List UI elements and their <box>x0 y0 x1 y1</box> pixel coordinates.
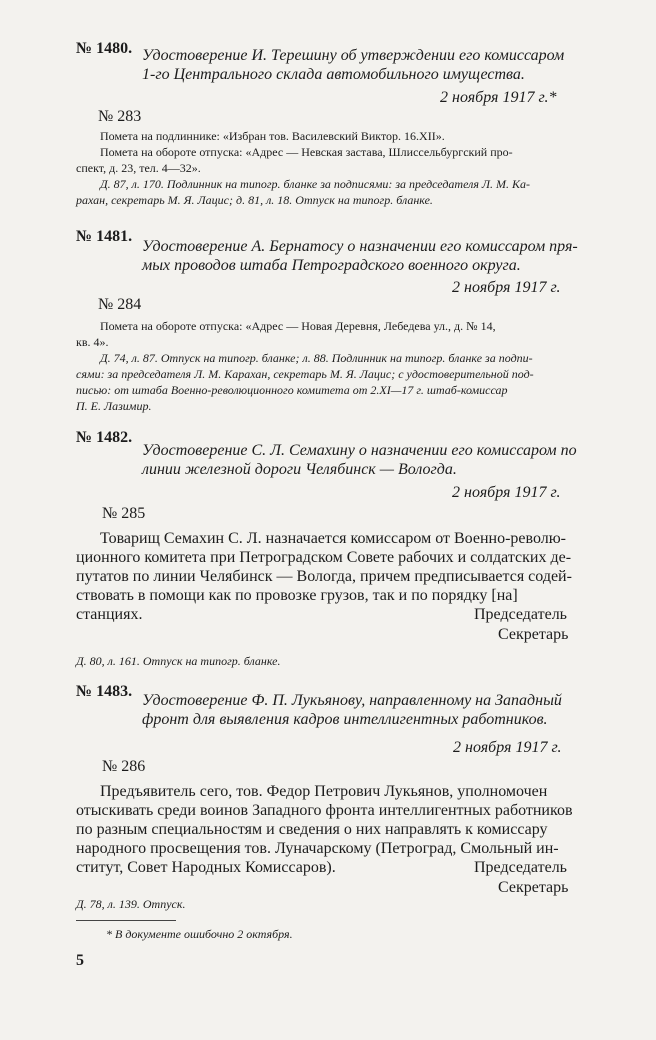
doc-1483-body-line1: Предъявитель сего, тов. Федор Петрович Лукьянов, уполномочен <box>100 783 548 800</box>
doc-1482-body-line1: Товарищ Семахин С. Л. назначается комиссаром от Военно-револю- <box>100 530 567 547</box>
doc-1482-body-line3: путатов по линии Челябинск — Вологда, причем предписывается содей- <box>76 568 572 585</box>
doc-1482-title-line2: линии железной дороги Челябинск — Вологда. <box>142 461 457 478</box>
doc-1482-body-line2: ционного комитета при Петроградском Совете рабочих и солдатских де- <box>76 549 572 566</box>
doc-1482-archive-line1: Д. 80, л. 161. Отпуск на типогр. бланке. <box>76 654 281 668</box>
doc-1483-body-line3: по разным специальностям и сведения о них направлять к комиссару <box>76 821 548 838</box>
doc-1480-title-line1: Удостоверение И. Терешину об утверждении его комиссаром <box>142 47 565 64</box>
doc-1483-body-line2: отыскивать среди воинов Западного фронта интеллигентных работников <box>76 802 573 819</box>
doc-1480-archive-line1: Д. 87, л. 170. Подлинник на типогр. бланке за подписями: за председателя Л. М. Ка- <box>100 177 530 191</box>
doc-1482-body-line5: станциях. <box>76 606 143 623</box>
doc-1481-archive-line1: Д. 74, л. 87. Отпуск на типогр. бланке; л. 88. Подлинник на типогр. бланке за подпи- <box>100 351 533 365</box>
doc-1482-signature-secretary: Секретарь <box>498 626 569 643</box>
doc-1481-subnumber: № 284 <box>98 296 142 313</box>
doc-1483-title-line2: фронт для выявления кадров интеллигентных работников. <box>142 711 548 728</box>
doc-1481-note-line1: Помета на обороте отпуска: «Адрес — Новая Деревня, Лебедева ул., д. № 14, <box>100 319 496 333</box>
doc-1482-number: № 1482. <box>76 429 133 446</box>
doc-1483-subnumber: № 286 <box>102 758 146 775</box>
doc-1481-archive-line2: сями: за председателя Л. М. Карахан, секретарь М. Я. Лацис; с удостоверительной под- <box>76 367 534 381</box>
doc-1482-date: 2 ноября 1917 г. <box>452 484 561 501</box>
doc-1481-title-line2: мых проводов штаба Петроградского военного округа. <box>142 257 521 274</box>
doc-1481-note-line2: кв. 4». <box>76 335 109 349</box>
page-number: 5 <box>76 952 84 969</box>
doc-1483-body-line4: народного просвещения тов. Луначарскому (Петроград, Смольный ин- <box>76 840 559 857</box>
footnote-rule <box>76 920 176 921</box>
doc-1483-number: № 1483. <box>76 683 133 700</box>
footnote: * В документе ошибочно 2 октября. <box>106 927 293 941</box>
doc-1483-signature-secretary: Секретарь <box>498 879 569 896</box>
doc-1482-title-line1: Удостоверение С. Л. Семахину о назначении его комиссаром по <box>142 442 577 459</box>
doc-1480-archive-line2: рахан, секретарь М. Я. Лацис; д. 81, л. 18. Отпуск на типогр. бланке. <box>76 193 433 207</box>
doc-1482-signature-chairman: Председатель <box>474 606 567 623</box>
doc-1483-body-line5: ститут, Совет Народных Комиссаров). <box>76 859 336 876</box>
doc-1482-subnumber: № 285 <box>102 505 146 522</box>
doc-1481-archive-line4: П. Е. Лазимир. <box>76 399 152 413</box>
doc-1480-title-line2: 1-го Центрального склада автомобильного имущества. <box>142 66 525 83</box>
doc-1481-date: 2 ноября 1917 г. <box>452 279 561 296</box>
doc-1483-archive-line1: Д. 78, л. 139. Отпуск. <box>76 897 186 911</box>
doc-1483-signature-chairman: Председатель <box>474 859 567 876</box>
doc-1482-body-line4: ствовать в помощи как по провозке грузов, так и по порядку [на] <box>76 587 518 604</box>
doc-1481-number: № 1481. <box>76 228 133 245</box>
doc-1480-note-line2: Помета на обороте отпуска: «Адрес — Невская застава, Шлиссельбургский про- <box>100 145 513 159</box>
doc-1481-title-line1: Удостоверение А. Бернатосу о назначении его комиссаром пря- <box>142 238 578 255</box>
doc-1481-archive-line3: писью: от штаба Военно-революционного комитета от 2.XI—17 г. штаб-комиссар <box>76 383 508 397</box>
doc-1483-title-line1: Удостоверение Ф. П. Лукьянову, направленному на Западный <box>142 692 562 709</box>
doc-1480-note-line3: спект, д. 23, тел. 4—32». <box>76 161 201 175</box>
doc-1480-subnumber: № 283 <box>98 108 142 125</box>
doc-1480-note-line1: Помета на подлиннике: «Избран тов. Василевский Виктор. 16.XII». <box>100 129 445 143</box>
doc-1483-date: 2 ноября 1917 г. <box>453 739 562 756</box>
doc-1480-date: 2 ноября 1917 г.* <box>440 89 557 106</box>
doc-1480-number: № 1480. <box>76 40 133 57</box>
